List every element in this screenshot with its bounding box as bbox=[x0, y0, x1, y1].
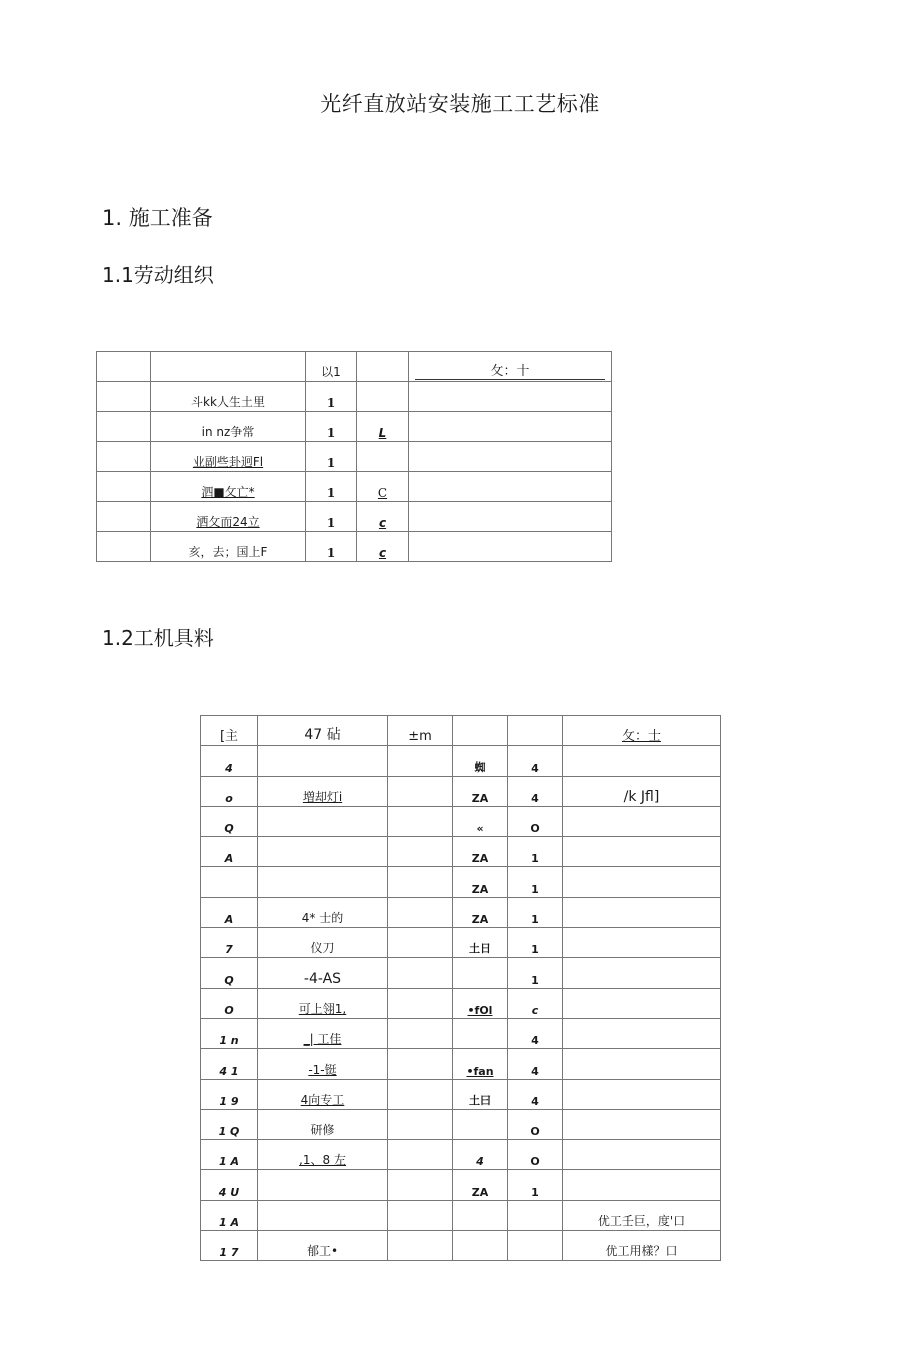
table-cell bbox=[258, 746, 388, 776]
table-cell: 1 7 bbox=[201, 1231, 258, 1261]
table-cell bbox=[453, 1109, 508, 1139]
table-cell bbox=[97, 502, 151, 532]
table-cell: 47 砧 bbox=[258, 716, 388, 746]
table-cell: 可上翎1, bbox=[258, 988, 388, 1018]
table-row bbox=[201, 928, 721, 958]
labor-table bbox=[96, 351, 612, 562]
table-cell bbox=[388, 1049, 453, 1079]
table-cell bbox=[409, 382, 612, 412]
table-cell bbox=[388, 837, 453, 867]
table-cell: O bbox=[201, 988, 258, 1018]
table-cell: _| 工佳 bbox=[258, 1018, 388, 1048]
table-row bbox=[201, 867, 721, 897]
table-cell: 攵：士 bbox=[563, 716, 721, 746]
table-cell: ,1、8 左 bbox=[258, 1140, 388, 1170]
table-cell bbox=[453, 1200, 508, 1230]
table-cell: O bbox=[508, 1109, 563, 1139]
table-row bbox=[97, 502, 612, 532]
table-cell: 4 bbox=[508, 1079, 563, 1109]
table-cell: 泗■攵亡* bbox=[151, 472, 306, 502]
table-cell bbox=[563, 988, 721, 1018]
table-cell bbox=[409, 502, 612, 532]
table-header-row bbox=[97, 352, 612, 382]
table-cell: 优工用樣？口 bbox=[563, 1231, 721, 1261]
table-cell bbox=[563, 958, 721, 988]
table-cell bbox=[388, 1140, 453, 1170]
table-cell: o bbox=[201, 776, 258, 806]
table-cell bbox=[388, 928, 453, 958]
table-cell bbox=[201, 867, 258, 897]
table-cell: 4 bbox=[201, 746, 258, 776]
table-cell: 4 bbox=[508, 746, 563, 776]
table-cell bbox=[563, 1170, 721, 1200]
table-cell: 4 1 bbox=[201, 1049, 258, 1079]
table-cell: A bbox=[201, 897, 258, 927]
table-cell: 7 bbox=[201, 928, 258, 958]
table-cell: •fOl bbox=[453, 988, 508, 1018]
table-cell bbox=[97, 352, 151, 382]
table-cell: 1 bbox=[508, 837, 563, 867]
table-cell: -4-AS bbox=[258, 958, 388, 988]
table-row bbox=[97, 382, 612, 412]
table-row bbox=[201, 1079, 721, 1109]
table-row bbox=[201, 837, 721, 867]
table-cell bbox=[388, 1109, 453, 1139]
table-cell bbox=[388, 1170, 453, 1200]
table-cell: /k Jfl] bbox=[563, 776, 721, 806]
tools-table bbox=[200, 715, 721, 1261]
table-cell: 4 U bbox=[201, 1170, 258, 1200]
table-cell: 仪刀 bbox=[258, 928, 388, 958]
table-row bbox=[201, 1049, 721, 1079]
table-cell bbox=[409, 472, 612, 502]
table-cell: 4 bbox=[508, 776, 563, 806]
table-row bbox=[201, 776, 721, 806]
table-cell: 4* 士的 bbox=[258, 897, 388, 927]
table-cell: 1 A bbox=[201, 1140, 258, 1170]
table-cell: Q bbox=[201, 806, 258, 836]
table-cell: 业副些卦迥Fl bbox=[151, 442, 306, 472]
table-cell: 1 Q bbox=[201, 1109, 258, 1139]
table-row bbox=[201, 958, 721, 988]
table-cell: 1 bbox=[306, 472, 357, 502]
table-cell: 4 bbox=[508, 1018, 563, 1048]
table-cell: •fan bbox=[453, 1049, 508, 1079]
table-row bbox=[201, 806, 721, 836]
table-cell: 土曰 bbox=[453, 1079, 508, 1109]
table-cell bbox=[388, 1018, 453, 1048]
table-row bbox=[201, 1109, 721, 1139]
table-cell bbox=[151, 352, 306, 382]
table-cell bbox=[453, 716, 508, 746]
table-cell bbox=[453, 1231, 508, 1261]
table-cell bbox=[453, 958, 508, 988]
table-cell: ZA bbox=[453, 867, 508, 897]
table-cell: 蜘 bbox=[453, 746, 508, 776]
table-cell: « bbox=[453, 806, 508, 836]
table-cell: c bbox=[508, 988, 563, 1018]
table-cell bbox=[563, 1049, 721, 1079]
table-row bbox=[201, 1200, 721, 1230]
table-cell bbox=[388, 897, 453, 927]
table-cell bbox=[258, 1170, 388, 1200]
table-cell: O bbox=[508, 806, 563, 836]
table-cell: 1 bbox=[306, 412, 357, 442]
table-cell: 洒攵而24立 bbox=[151, 502, 306, 532]
table-cell: 土日 bbox=[453, 928, 508, 958]
table-cell bbox=[409, 352, 612, 382]
table-row bbox=[97, 442, 612, 472]
table-cell bbox=[563, 746, 721, 776]
table-cell: 1 bbox=[306, 502, 357, 532]
table-cell bbox=[388, 988, 453, 1018]
table-row bbox=[97, 412, 612, 442]
table-cell bbox=[388, 746, 453, 776]
table-cell bbox=[357, 442, 409, 472]
table-cell: ZA bbox=[453, 897, 508, 927]
table-cell bbox=[258, 837, 388, 867]
table-cell bbox=[563, 806, 721, 836]
table-cell: C bbox=[357, 472, 409, 502]
table-cell bbox=[97, 382, 151, 412]
table-cell bbox=[388, 1200, 453, 1230]
table-cell: ZA bbox=[453, 837, 508, 867]
table-cell: 优工壬巨，度'口 bbox=[563, 1200, 721, 1230]
table-cell bbox=[563, 1140, 721, 1170]
table-row bbox=[201, 1018, 721, 1048]
table-cell bbox=[563, 837, 721, 867]
table-cell: 4 bbox=[508, 1049, 563, 1079]
table-cell: 増却灯i bbox=[258, 776, 388, 806]
table-cell: 以1 bbox=[306, 352, 357, 382]
table-cell: -1-铤 bbox=[258, 1049, 388, 1079]
table-cell bbox=[97, 532, 151, 562]
table-row bbox=[97, 472, 612, 502]
table-cell: c bbox=[357, 532, 409, 562]
table-cell: 4 bbox=[453, 1140, 508, 1170]
section-heading-1-2: 1.2工机具料 bbox=[102, 626, 214, 650]
table-cell bbox=[563, 1018, 721, 1048]
table-cell: 1 bbox=[508, 928, 563, 958]
table-cell bbox=[97, 442, 151, 472]
table-cell bbox=[388, 806, 453, 836]
table-cell bbox=[563, 1079, 721, 1109]
table-cell: A bbox=[201, 837, 258, 867]
table-cell bbox=[453, 1018, 508, 1048]
section-heading-1-1: 1.1劳动组织 bbox=[102, 263, 214, 287]
table-cell bbox=[357, 382, 409, 412]
table-cell bbox=[97, 472, 151, 502]
table-cell bbox=[563, 897, 721, 927]
table-cell: 研修 bbox=[258, 1109, 388, 1139]
table-cell: 1 bbox=[306, 532, 357, 562]
document-title: 光纤直放站安装施工工艺标准 bbox=[320, 92, 600, 116]
table-cell: 郁工• bbox=[258, 1231, 388, 1261]
table-cell: 1 bbox=[508, 867, 563, 897]
table-header-row bbox=[201, 716, 721, 746]
table-cell bbox=[388, 776, 453, 806]
header-label: 攵：十 bbox=[415, 360, 605, 380]
table-row bbox=[201, 1140, 721, 1170]
table-cell bbox=[508, 1231, 563, 1261]
table-cell bbox=[388, 1231, 453, 1261]
table-cell bbox=[258, 806, 388, 836]
table-cell bbox=[258, 1200, 388, 1230]
table-cell bbox=[508, 716, 563, 746]
table-cell: L bbox=[357, 412, 409, 442]
table-row bbox=[201, 746, 721, 776]
table-cell bbox=[563, 1109, 721, 1139]
table-cell: O bbox=[508, 1140, 563, 1170]
table-cell: Q bbox=[201, 958, 258, 988]
table-cell bbox=[388, 1079, 453, 1109]
table-row bbox=[97, 532, 612, 562]
table-cell: 1 bbox=[508, 1170, 563, 1200]
section-heading-1: 1. 施工准备 bbox=[102, 206, 213, 230]
table-row bbox=[201, 897, 721, 927]
table-cell bbox=[388, 958, 453, 988]
table-cell: 1 bbox=[508, 958, 563, 988]
table-cell: ZA bbox=[453, 776, 508, 806]
table-cell: 1 bbox=[306, 442, 357, 472]
table-row bbox=[201, 1231, 721, 1261]
table-cell: c bbox=[357, 502, 409, 532]
table-cell bbox=[97, 412, 151, 442]
table-row bbox=[201, 988, 721, 1018]
table-cell bbox=[563, 928, 721, 958]
table-cell: 1 n bbox=[201, 1018, 258, 1048]
table-cell bbox=[357, 352, 409, 382]
table-cell: 1 A bbox=[201, 1200, 258, 1230]
table-cell: 斗kk人生土里 bbox=[151, 382, 306, 412]
table-cell bbox=[258, 867, 388, 897]
table-cell: 1 bbox=[306, 382, 357, 412]
table-cell: in nz争常 bbox=[151, 412, 306, 442]
table-cell: 4向专工 bbox=[258, 1079, 388, 1109]
table-cell bbox=[563, 867, 721, 897]
table-cell: 亥，去；国上F bbox=[151, 532, 306, 562]
table-cell bbox=[409, 532, 612, 562]
table-cell: [主 bbox=[201, 716, 258, 746]
table-cell: ±m bbox=[388, 716, 453, 746]
table-cell: 1 bbox=[508, 897, 563, 927]
table-cell bbox=[388, 867, 453, 897]
table-cell: 1 9 bbox=[201, 1079, 258, 1109]
table-cell bbox=[508, 1200, 563, 1230]
table-cell: ZA bbox=[453, 1170, 508, 1200]
table-cell bbox=[409, 442, 612, 472]
table-row bbox=[201, 1170, 721, 1200]
table-cell bbox=[409, 412, 612, 442]
